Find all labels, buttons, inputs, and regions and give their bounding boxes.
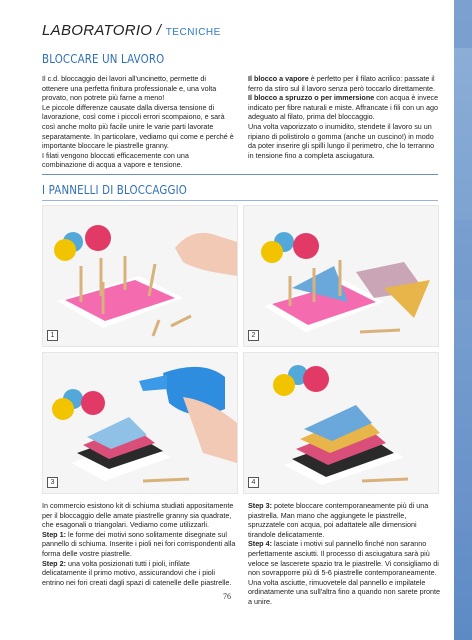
paragraph: Step 4: lasciate i motivi sul pannello finché non saranno perfettamente asciutti. Il processo di asciugatura sarà più veloce se lascerete spazio tra le piastrelle. Vi consigliamo di non sovrapporre più di 5-6 piastrelle contemporaneamente. Una volta asciutte, rimuovetele dal pannello e impilatele ordinatamente una sull'altra fino a quando non sarete pronte a unire. [248,539,440,606]
header-subtitle: TECNICHE [165,27,221,38]
section2-left-column [42,501,236,587]
photo-step-2-image [244,206,438,346]
paragraph: I filati vengono bloccati efficacemente con una combinazione di acqua a vapore e tensione. [42,150,189,170]
paragraph: Le piccole differenze causate dalla diversa tensione di lavorazione, così come i piccoli errori scompaiono, e sarà così anche molto più facile unire le varie parti lavorate separatamente. In particolare, vediamo qui come e perché è importante bloccare le piastrelle granny. [42,102,234,151]
photo-step-4 [243,352,439,494]
section2-right-column [248,501,440,607]
sidebar-stripe [454,0,472,640]
paragraph: In commercio esistono kit di schiuma studiati appositamente per il bloccaggio delle amate piastrelle granny sia quadrate, che esagonali o triangolari. Vediamo come utilizzarli. [42,501,234,530]
section-title-bloccare: BLOCCARE UN LAVORO [42,51,165,66]
photo-step-2 [243,205,439,347]
photo-number: 2 [248,330,259,341]
photo-step-1 [42,205,238,347]
page-number: 76 [223,592,231,601]
photo-number: 4 [248,477,259,488]
paragraph: Il blocco a spruzzo o per immersione con acqua è invece indicato per fibre naturali e miste. Affrancate i fili con un ago adeguato al filato, prima del bloccaggio. [248,93,439,122]
paragraph: Una volta vaporizzato o inumidito, stendete il lavoro su un ripiano di polistirolo o gomma (anche un cuscino!) in modo da poter inserire gli spilli lungo il perimetro, che lo terranno in tensione fino a completa asciugatura. [248,121,435,160]
paragraph: Il c.d. bloccaggio dei lavori all'uncinetto, permette di ottenere una perfetta finitura professionale e, una volta provato, non potrete più farne a meno! [42,74,217,103]
photo-step-3 [42,352,238,494]
photo-step-3-image [43,353,237,493]
paragraph: Step 1: le forme dei motivi sono solitamente disegnate sul pannello di schiuma. Inserite i pioli nei fori corrispondenti alla forma delle vostre piastrelle. [42,529,236,558]
photo-step-1-image [43,206,237,346]
section-divider [42,174,438,175]
section1-left-column [42,74,234,170]
section-title-underline [42,200,438,201]
photo-step-4-image [244,353,438,493]
section-title-pannelli: I PANNELLI DI BLOCCAGGIO [42,182,188,197]
paragraph: Step 3: potete bloccare contemporaneamente più di una piastrella. Man mano che aggiungete le piastrelle, spruzzatele con acqua, poi adattatele alle dimensioni tirandole delicatamente. [248,501,429,539]
page-header [42,22,221,39]
photo-number: 1 [47,330,58,341]
header-title: LABORATORIO / [42,22,162,39]
section1-right-column [248,74,440,160]
paragraph: Step 2: una volta posizionati tutti i pioli, infilate delicatamente il primo motivo, assicurandovi che i pioli entrino nei fori creati dagli spazi di catenelle delle piastrelle. [42,558,232,587]
photo-number: 3 [47,477,58,488]
paragraph: Il blocco a vapore è perfetto per il filato acrilico: passate il ferro da stiro sul il lavoro senza però toccarlo direttamente. [248,74,435,93]
